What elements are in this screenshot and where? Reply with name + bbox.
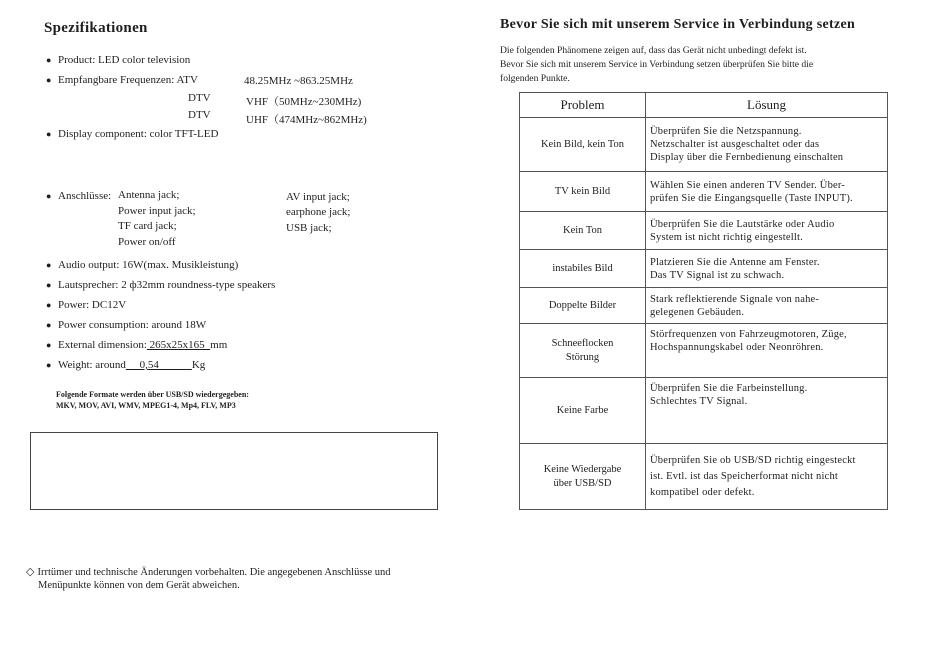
troubleshoot-table: [519, 92, 888, 510]
spec-heading: Spezifikationen: [44, 20, 148, 36]
solution-cell: Störfrequenzen von Fahrzeugmotoren, Züge, Hochspannungskabel oder Neonröhren.: [646, 324, 888, 378]
problem-cell: Schneeflocken Störung: [520, 324, 646, 378]
table-row: [520, 212, 888, 250]
table-row: [520, 288, 888, 324]
spec-power: ● Power: DC12V: [46, 299, 127, 311]
connection-item: Power input jack;: [118, 205, 196, 217]
bullet-icon: ●: [46, 260, 52, 270]
supported-formats: Folgende Formate werden über USB/SD wiedergegeben: MKV, MOV, AVI, WMV, MPEG1-4, Mp4, FLV, MP3: [56, 390, 249, 410]
freq-dtv1-label: DTV: [188, 92, 211, 104]
bullet-icon: ●: [46, 280, 52, 290]
problem-cell: Keine Farbe: [520, 378, 646, 444]
bullet-icon: ●: [46, 300, 52, 310]
spec-weight: ● Weight: around 0,54 Kg: [46, 359, 206, 371]
bullet-icon: ●: [46, 75, 52, 85]
troubleshoot-intro: Die folgenden Phänomene zeigen auf, dass das Gerät nicht unbedingt defekt ist. Bevor Sie sich mit unserem Service in Verbindung setzen überprüfen Sie bitte die folgenden Punkte.: [500, 45, 814, 84]
connection-item: Antenna jack;: [118, 189, 180, 201]
bullet-icon: ●: [46, 340, 52, 350]
spec-display: ● Display component: color TFT-LED: [46, 128, 219, 140]
problem-cell: Keine Wiedergabe über USB/SD: [520, 444, 646, 510]
table-row: [520, 118, 888, 172]
problem-cell: Kein Bild, kein Ton: [520, 118, 646, 172]
table-row: [520, 444, 888, 510]
spec-frequency: ● Empfangbare Frequenzen: ATV: [46, 74, 198, 86]
connection-item: AV input jack;: [286, 191, 350, 203]
column-header-solution: Lösung: [646, 93, 888, 118]
problem-cell: TV kein Bild: [520, 172, 646, 212]
problem-cell: instabiles Bild: [520, 250, 646, 288]
solution-cell: Wählen Sie einen anderen TV Sender. Über- prüfen Sie die Eingangsquelle (Taste INPUT).: [646, 172, 888, 212]
bullet-icon: ●: [46, 191, 52, 201]
freq-dtv2-label: DTV: [188, 109, 211, 121]
diamond-icon: ◇: [26, 566, 35, 578]
solution-cell: Überprüfen Sie die Farbeinstellung. Schlechtes TV Signal.: [646, 378, 888, 444]
problem-cell: Doppelte Bilder: [520, 288, 646, 324]
connection-item: earphone jack;: [286, 206, 351, 218]
solution-cell: Überprüfen Sie die Lautstärke oder Audio System ist nicht richtig eingestellt.: [646, 212, 888, 250]
connection-item: TF card jack;: [118, 220, 177, 232]
spec-consumption: ● Power consumption: around 18W: [46, 319, 207, 331]
disclaimer: ◇ Irrtümer und technische Änderungen vorbehalten. Die angegebenen Anschlüsse und Menüpunkte können von dem Gerät abweichen.: [26, 566, 391, 591]
solution-cell: Überprüfen Sie ob USB/SD richtig eingesteckt ist. Evtl. ist das Speicherformat nicht nicht kompatibel oder defekt.: [646, 444, 888, 510]
table-row: [520, 378, 888, 444]
bullet-icon: ●: [46, 320, 52, 330]
solution-cell: Platzieren Sie die Antenne am Fenster. Das TV Signal ist zu schwach.: [646, 250, 888, 288]
table-row: [520, 324, 888, 378]
table-header-row: [520, 93, 888, 118]
freq-dtv1-value: VHF（50MHz~230MHz): [246, 96, 362, 108]
troubleshoot-heading: Bevor Sie sich mit unserem Service in Verbindung setzen: [500, 17, 856, 32]
bullet-icon: ●: [46, 55, 52, 65]
problem-cell: Kein Ton: [520, 212, 646, 250]
connection-item: USB jack;: [286, 222, 332, 234]
table-row: [520, 172, 888, 212]
freq-atv-value: 48.25MHz ~863.25MHz: [244, 75, 353, 87]
column-header-problem: Problem: [520, 93, 646, 118]
bullet-icon: ●: [46, 360, 52, 370]
spec-audio: ● Audio output: 16W(max. Musikleistung): [46, 259, 239, 271]
solution-cell: Überprüfen Sie die Netzspannung. Netzschalter ist ausgeschaltet oder das Display über die Fernbedienung einschalten: [646, 118, 888, 172]
bullet-icon: ●: [46, 129, 52, 139]
spec-dimension: ● External dimension: 265x25x165 mm: [46, 339, 228, 351]
freq-dtv2-value: UHF（474MHz~862MHz): [246, 114, 367, 126]
spec-speaker: ● Lautsprecher: 2 ф32mm roundness-type speakers: [46, 279, 276, 291]
connection-item: Power on/off: [118, 236, 176, 248]
solution-cell: Stark reflektierende Signale von nahe- gelegenen Gebäuden.: [646, 288, 888, 324]
spec-product: ● Product: LED color television: [46, 54, 191, 66]
spec-connections: ● Anschlüsse:: [46, 190, 112, 202]
empty-note-box: [30, 432, 438, 510]
table-row: [520, 250, 888, 288]
